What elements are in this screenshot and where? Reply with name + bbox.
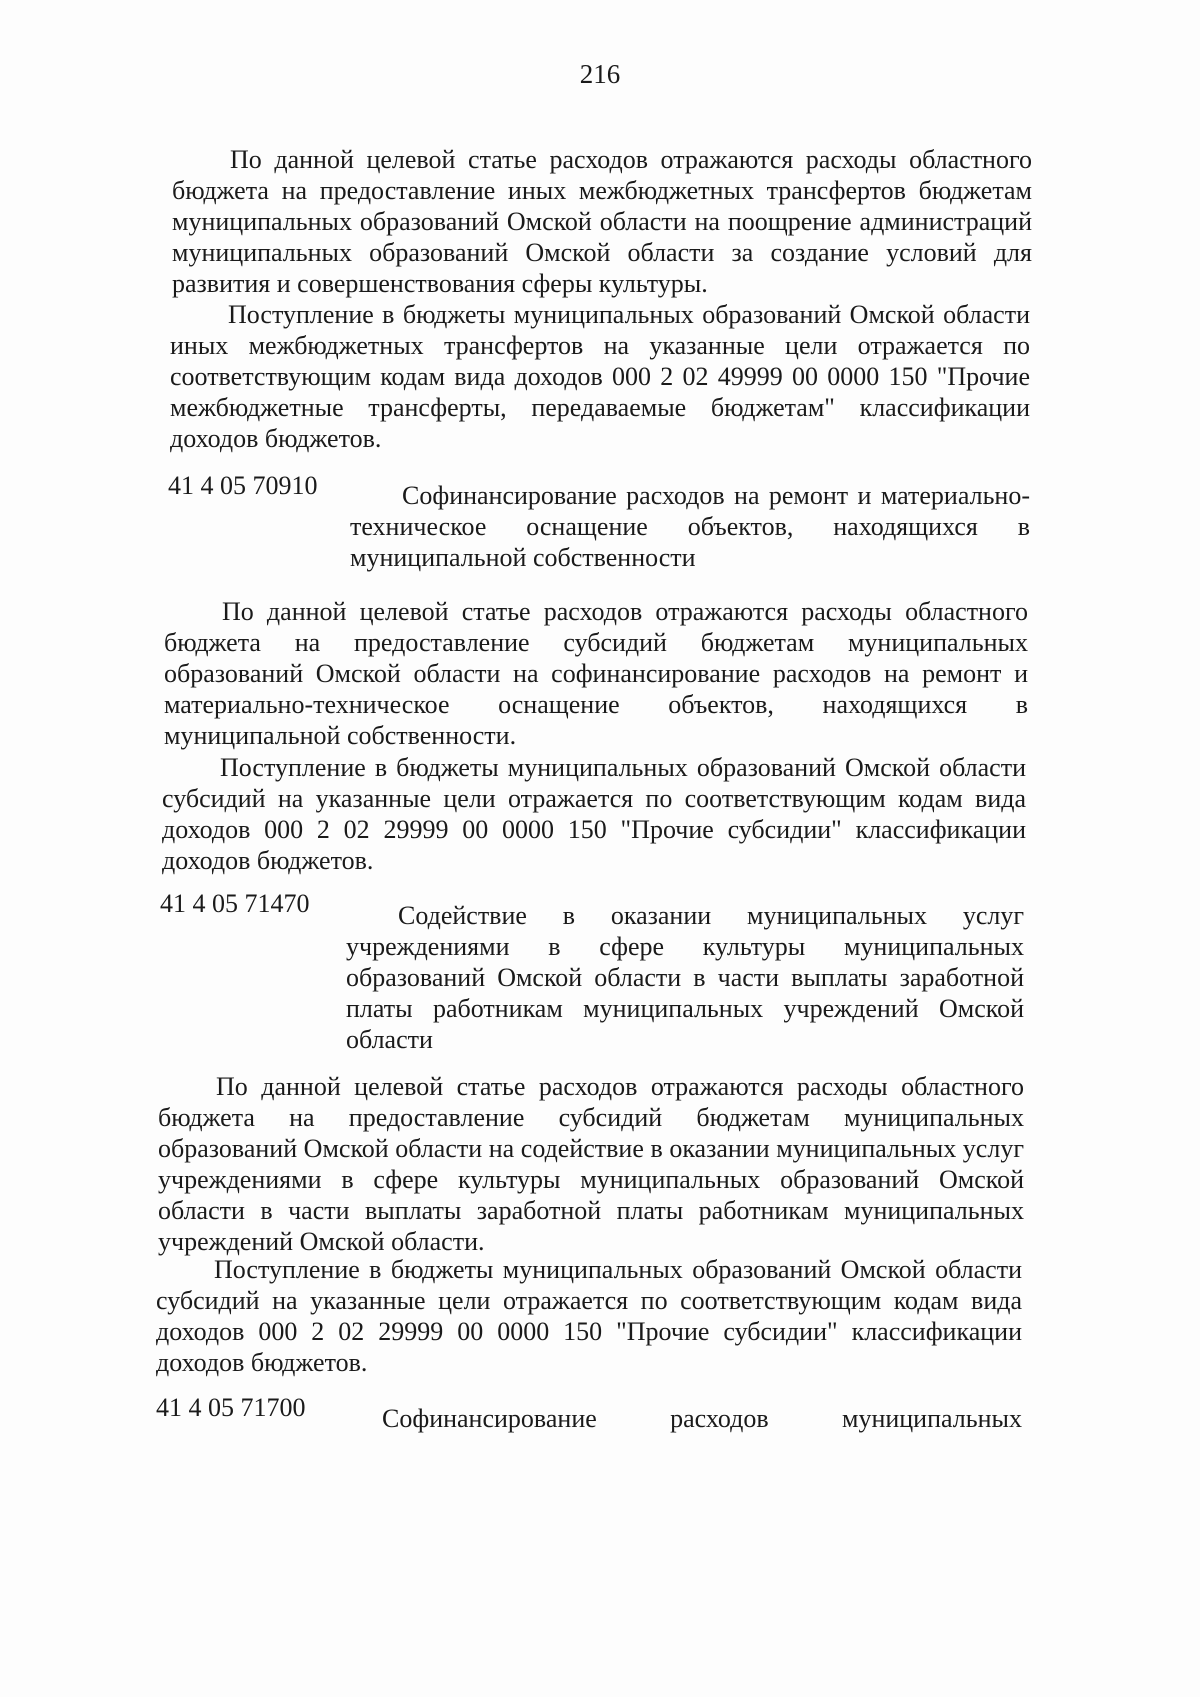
paragraph-3: По данной целевой статье расходов отражаются расходы областного бюджета на предоставление субсидий бюджетам муниципальных образований Омской области на софинансирование расходов на ремонт и материально-техническое оснащение объектов, находящихся в муниципальной собственности. — [164, 597, 1028, 750]
entry-code-3: 41 4 05 71700 — [156, 1393, 306, 1422]
entry-code-1: 41 4 05 70910 — [168, 471, 318, 500]
entry-title-3: Софинансирование расходов муниципальных — [382, 1404, 1022, 1433]
entry-code-2: 41 4 05 71470 — [160, 889, 310, 918]
entry-title-2: Содействие в оказании муниципальных услуг учреждениями в сфере культуры муниципальных образований Омской области в части выплаты заработной платы работникам муниципальных учреждений Омской области — [346, 901, 1024, 1054]
paragraph-5: По данной целевой статье расходов отражаются расходы областного бюджета на предоставление субсидий бюджетам муниципальных образований Омской области на содействие в оказании муниципальных услуг учреждениями в сфере культуры муниципальных образований Омской области в части выплаты заработной платы работникам муниципальных учреждений Омской области. — [158, 1072, 1024, 1256]
paragraph-4: Поступление в бюджеты муниципальных образований Омской области субсидий на указанные цели отражается по соответствующим кодам вида доходов 000 2 02 29999 00 0000 150 "Прочие субсидии" классификации доходов бюджетов. — [162, 753, 1026, 875]
page-number: 216 — [579, 59, 621, 89]
paragraph-2: Поступление в бюджеты муниципальных образований Омской области иных межбюджетных трансфертов на указанные цели отражается по соответствующим кодам вида доходов 000 2 02 49999 00 0000 150 "Прочие межбюджетные трансферты, передаваемые бюджетам" классификации доходов бюджетов. — [170, 300, 1030, 453]
paragraph-1: По данной целевой статье расходов отражаются расходы областного бюджета на предоставление иных межбюджетных трансфертов бюджетам муниципальных образований Омской области на поощрение администраций муниципальных образований Омской области за создание условий для развития и совершенствования сферы культуры. — [172, 145, 1032, 298]
paragraph-6: Поступление в бюджеты муниципальных образований Омской области субсидий на указанные цели отражается по соответствующим кодам вида доходов 000 2 02 29999 00 0000 150 "Прочие субсидии" классификации доходов бюджетов. — [156, 1255, 1022, 1377]
entry-title-1: Софинансирование расходов на ремонт и материально-техническое оснащение объектов, находящихся в муниципальной собственности — [350, 481, 1030, 572]
